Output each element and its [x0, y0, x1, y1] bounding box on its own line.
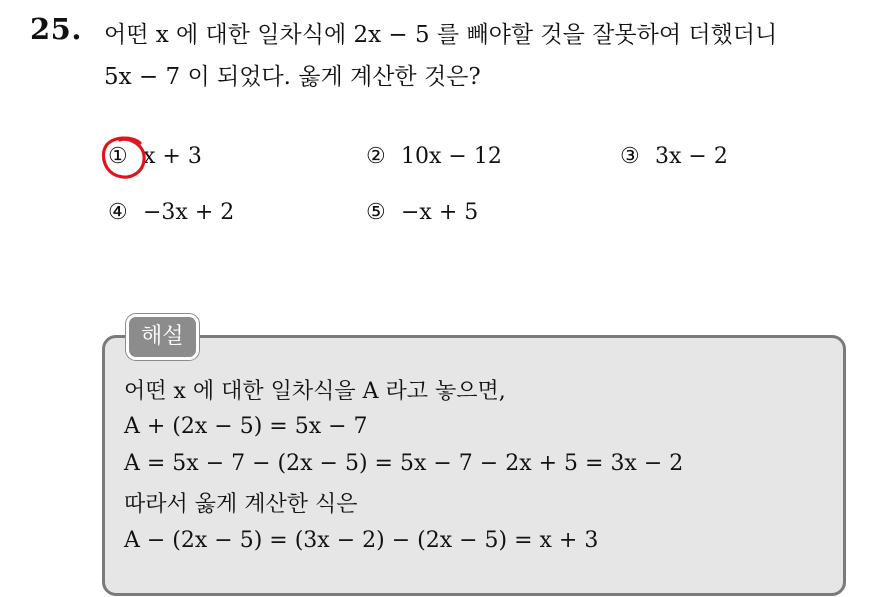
choice-1-text: x + 3: [143, 144, 202, 169]
choice-5[interactable]: [366, 200, 478, 225]
solution-line-3: A = 5x − 7 − (2x − 5) = 5x − 7 − 2x + 5 = 3x − 2: [124, 451, 684, 476]
choice-5-mark: ⑤: [366, 200, 386, 225]
question-text: 어떤 x 에 대한 일차식에 2x − 5 를 빼야할 것을 잘못하여 더했더니 5x − 7 이 되었다. 옳게 계산한 것은?: [104, 22, 778, 90]
choice-2[interactable]: [366, 144, 502, 169]
choice-1-mark: ①: [108, 144, 128, 169]
choice-4[interactable]: [108, 200, 234, 225]
question-number: 25.: [30, 12, 82, 46]
solution-line-2: A + (2x − 5) = 5x − 7: [124, 414, 368, 439]
solution-line-5: A − (2x − 5) = (3x − 2) − (2x − 5) = x + 3: [124, 528, 599, 553]
choice-3[interactable]: [620, 144, 728, 169]
choice-2-text: 10x − 12: [401, 144, 502, 169]
choice-3-mark: ③: [620, 144, 640, 169]
choice-4-text: −3x + 2: [143, 200, 235, 225]
choice-4-mark: ④: [108, 200, 128, 225]
choice-2-mark: ②: [366, 144, 386, 169]
choice-1[interactable]: [108, 144, 202, 169]
solution-tag: 해설: [126, 314, 199, 360]
choice-3-text: 3x − 2: [655, 144, 728, 169]
choice-5-text: −x + 5: [401, 200, 479, 225]
solution-line-1: 어떤 x 에 대한 일차식을 A 라고 놓으면,: [124, 379, 506, 404]
solution-line-4: 따라서 옳게 계산한 식은: [124, 492, 358, 517]
